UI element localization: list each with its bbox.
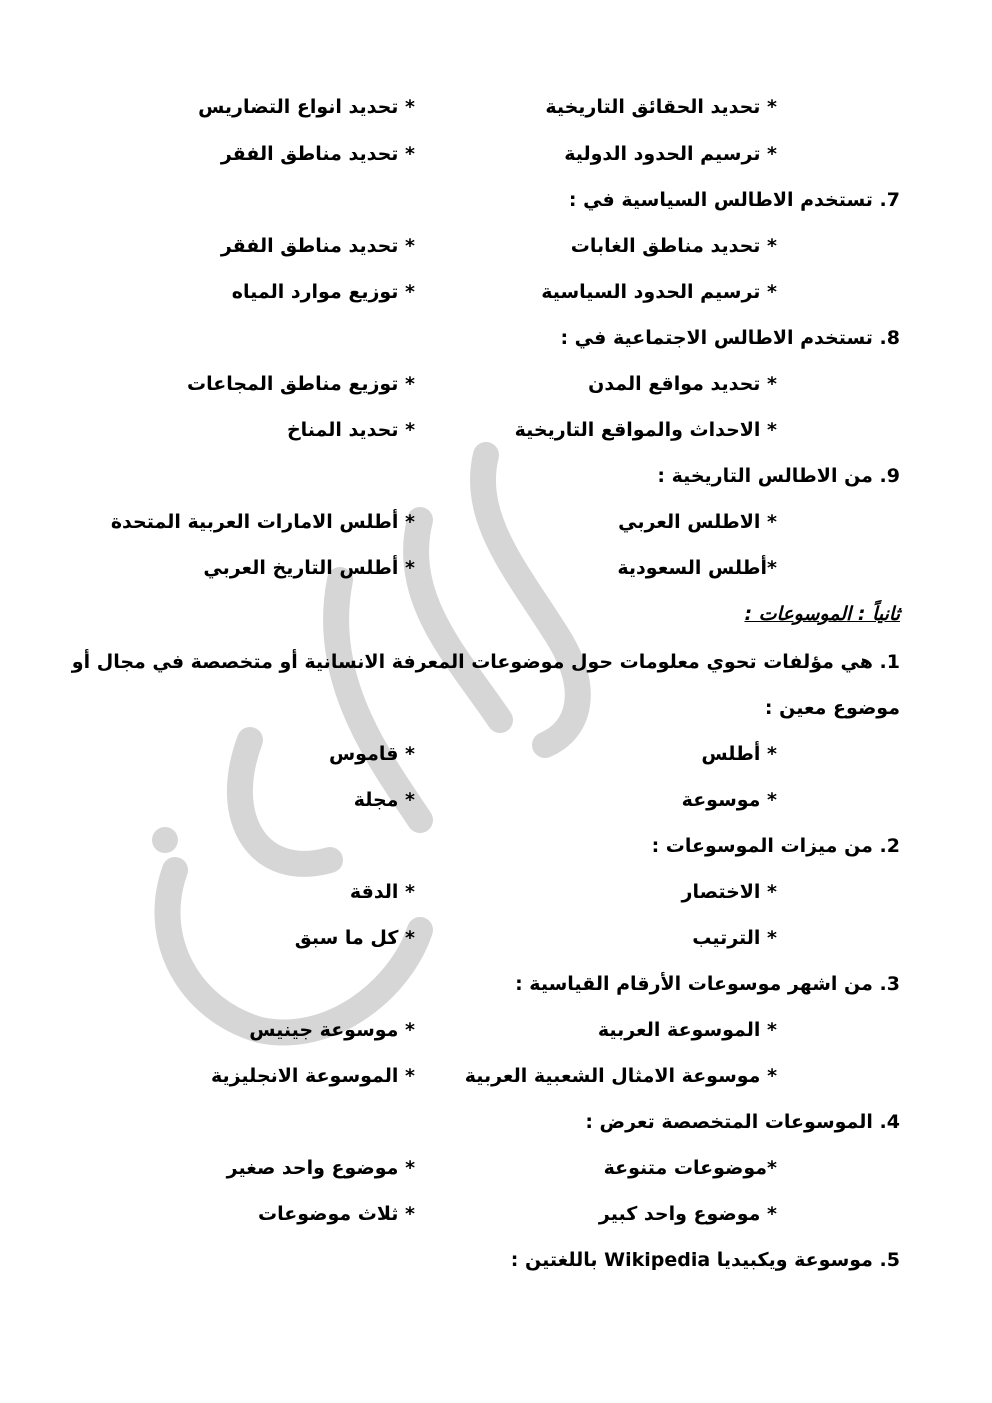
question-8: 8. تستخدم الاطالس الاجتماعية في :	[560, 327, 900, 349]
option-b: * تحديد المناخ	[286, 419, 415, 441]
question-5: 5. موسوعة ويكبيديا Wikipedia باللغتين :	[510, 1249, 900, 1271]
option-a: * الاطلس العربي	[618, 511, 777, 533]
section-heading: ثانياً : الموسوعات :	[744, 603, 900, 625]
option-a: * الاحداث والمواقع التاريخية	[514, 419, 777, 441]
option-a: * الترتيب	[692, 927, 777, 949]
option-b: * الدقة	[349, 881, 415, 903]
option-b: * كل ما سبق	[294, 927, 415, 949]
option-b: * الموسوعة الانجليزية	[210, 1065, 415, 1087]
question-2: 2. من ميزات الموسوعات :	[651, 835, 900, 857]
option-b: * أطلس التاريخ العربي	[203, 557, 415, 579]
option-b: * تحديد مناطق الفقر	[220, 235, 415, 257]
option-b: * أطلس الامارات العربية المتحدة	[110, 511, 415, 533]
option-b: * موضوع واحد صغير	[226, 1157, 415, 1179]
option-a: * موسوعة	[681, 789, 777, 811]
option-a: *أطلس السعودية	[617, 557, 777, 579]
option-a: * تحديد مناطق الغابات	[570, 235, 777, 257]
option-b: * مجلة	[353, 789, 415, 811]
question-9: 9. من الاطالس التاريخية :	[657, 465, 900, 487]
option-a: * موضوع واحد كبير	[598, 1203, 777, 1225]
option-a: * موسوعة الامثال الشعبية العربية	[464, 1065, 777, 1087]
option-a: * ترسيم الحدود السياسية	[541, 281, 777, 303]
option-a: * تحديد الحقائق التاريخية	[545, 96, 777, 118]
question-3: 3. من اشهر موسوعات الأرقام القياسية :	[515, 973, 900, 995]
option-a: * أطلس	[701, 743, 777, 765]
option-b: * قاموس	[328, 743, 415, 765]
question-7: 7. تستخدم الاطالس السياسية في :	[568, 189, 900, 211]
option-a: * تحديد مواقع المدن	[588, 373, 777, 395]
option-a: *موضوعات متنوعة	[603, 1157, 777, 1179]
option-b: * توزيع موارد المياه	[231, 281, 415, 303]
option-b: * ثلاث موضوعات	[258, 1203, 415, 1225]
option-b: * توزيع مناطق المجاعات	[187, 373, 415, 395]
option-a: * الاختصار	[681, 881, 777, 903]
option-a: * ترسيم الحدود الدولية	[564, 143, 777, 165]
question-4: 4. الموسوعات المتخصصة تعرض :	[585, 1111, 900, 1133]
option-a: * الموسوعة العربية	[597, 1019, 777, 1041]
question-1-line1: 1. هي مؤلفات تحوي معلومات حول موضوعات المعرفة الانسانية أو متخصصة في مجال أو	[71, 651, 900, 673]
question-1-line2: موضوع معين :	[764, 697, 900, 719]
option-b: * موسوعة جينيس	[249, 1019, 415, 1041]
option-b: * تحديد انواع التضاريس	[198, 96, 415, 118]
option-b: * تحديد مناطق الفقر	[220, 143, 415, 165]
